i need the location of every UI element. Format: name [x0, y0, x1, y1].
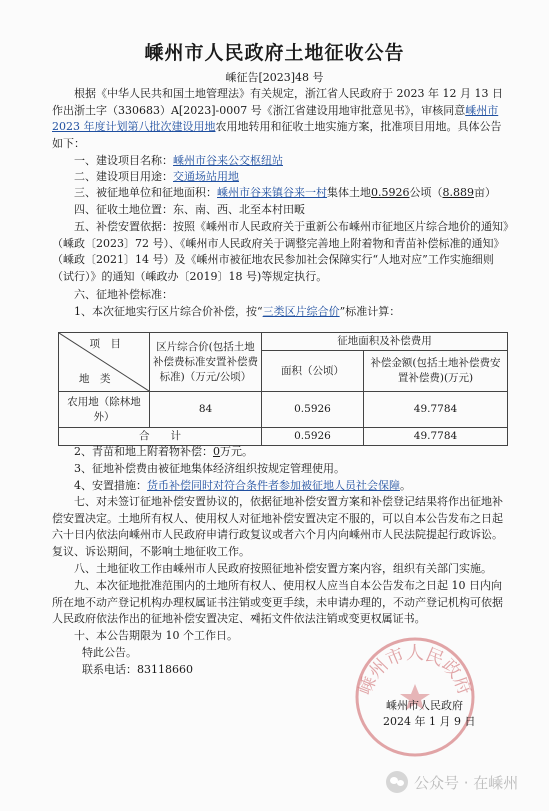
cell-land-type: 农用地（除林地外） — [59, 392, 150, 428]
table-corner-header: 项 目 地 类 — [59, 333, 150, 392]
item-compensation-standard: 六、征地补偿标准： — [74, 288, 173, 301]
intro-paragraph: 根据《中华人民共和国土地管理法》有关规定，浙江省人民政府于 2023 年 12 月 13 日作出浙土字（330683）A[2023]-0007 号《浙江省建设用地审批意见书》，审核同意嵊州市 2023 年度计划第八批次建设用地农用地转用和征收土地实施方案，批准项目用地。具体公告如下： — [52, 87, 503, 150]
item-registration: 九、本次征地批准范围内的土地所有权人、使用权人应当自本公告发布之日起 10 日内向所在地不动产登记机构办理权属证书注销或变更手续，未申请办理的，不动产登记机构可依据人民政府依法作出的征地补偿安置决定、쨰拓文件依法注销或变更权属证书。 — [52, 579, 503, 625]
item-appeal: 七、对未签订征地补偿安置协议的，依据征地补偿安置方案和补偿登记结果将作出征地补偿安置决定。土地所有权人、使用权人对征地补偿安置决定不服的，可以自本公告发布之日起六十日内依法向嵊州市人民政府申请行政复议或者六个月内向嵊州市人民法院提起行政诉讼。复议、诉讼期间，不影响土地征收工作。 — [52, 495, 503, 558]
cell-total-area: 0.5926 — [262, 428, 364, 446]
item-project-use: 二、建设项目用途：交通场站用地 — [74, 170, 239, 183]
table-total-row — [59, 428, 508, 446]
signature-date: 2024 年 1 月 9 日 — [383, 715, 476, 728]
svg-text:嵊州市人民政府: 嵊州市人民政府 — [354, 643, 476, 698]
signature-org: 嵊州市人民政府 — [386, 699, 463, 712]
item-resettlement: 4、安置措施：货币补偿同时对符合条件者参加被征地人员社会保障。 — [74, 479, 411, 492]
header-zone-price: 区片综合价(包括土地补偿费标准安置补偿费标准)（万元/公顷） — [150, 333, 262, 392]
cell-total-label: 合 计 — [59, 428, 262, 446]
item-compensation-basis: 五、补偿安置依据：按照《嵊州市人民政府关于重新公布嵊州市征地区片综合地价的通知》（嵊政〔2023〕72 号）、《嵊州市人民政府关于调整完善地上附着物和青苗补偿标准的通知》（嵊政〔2021〕14 号）及《嵊州市被征地农民参加社会保障实行“人地对应”工作实施细则（试行）》的通知（嵊政办〔2019〕18 号)等规定执行。 — [52, 220, 509, 283]
item-zone-price: 1、本次征地实行区片综合价补偿，按“三类区片综合价”标准计算： — [74, 305, 401, 318]
item-land-location: 四、征收土地位置：东、南、西、北至本村田畈 — [74, 203, 305, 216]
cell-price: 84 — [150, 392, 262, 428]
compensation-table — [58, 332, 508, 446]
batch-name: 嵊州市 2023 年度计划第八批次建设用地 — [52, 103, 499, 133]
item-land-unit-area: 三、被征地单位和征地面积：嵊州市谷来镇谷来一村集体土地0.5926公顷（8.889亩） — [74, 186, 496, 199]
cell-area: 0.5926 — [262, 392, 364, 428]
cell-amount: 49.7784 — [364, 392, 508, 428]
header-amount: 补偿金额(包括土地补偿费安置补偿费)(万元) — [364, 351, 508, 392]
item-implementation: 八、土地征收工作由嵊州市人民政府按照征地补偿安置方案内容，组织有关部门实施。 — [74, 562, 492, 575]
header-area-group: 征地面积及补偿费用 — [262, 333, 508, 351]
notice-closing: 特此公告。 — [82, 646, 137, 659]
document-title: 嵊州市人民政府土地征收公告 — [144, 42, 405, 64]
watermark: 公众号 · 在嵊州 — [386, 771, 518, 793]
item-crop-compensation: 2、青苗和地上附着物补偿：0万元。 — [74, 445, 253, 458]
cell-total-amount: 49.7784 — [364, 428, 508, 446]
item-project-name: 一、建设项目名称：嵊州市谷来公交枢纽站 — [74, 154, 283, 167]
header-area: 面积（公顷） — [262, 351, 364, 392]
item-period: 十、本公告期限为 10 个工作日。 — [74, 629, 238, 642]
item-fee-management: 3、征地补偿费由被征地集体经济组织按规定管理使用。 — [74, 462, 345, 475]
document-number: 嵊征告[2023]48 号 — [225, 71, 324, 84]
wechat-icon — [386, 771, 408, 793]
table-row — [59, 392, 508, 428]
contact-phone: 联系电话：83118660 — [82, 663, 193, 676]
